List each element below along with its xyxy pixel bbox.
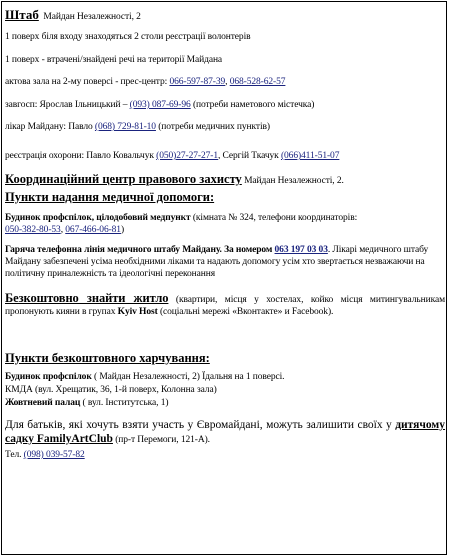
kyiv-host: Kyiv Host xyxy=(117,307,158,317)
guard-phone-1[interactable]: (050)27-27-27-1 xyxy=(156,151,218,161)
legal-title: Координаційний центр правового захисту xyxy=(5,172,242,186)
kindergarten-tel[interactable]: (098) 039-57-82 xyxy=(23,450,85,460)
union-phone-1[interactable]: 050-382-80-53 xyxy=(5,225,61,235)
hq-doctor: лікар Майдану: Павло (068) 729-81-10 (потреби медичних пунктів) xyxy=(5,122,270,132)
hq-supply: завгосп: Ярослав Ільницький – (093) 087-69-96 (потреби наметового містечка) xyxy=(5,100,315,110)
kindergarten: Для батьків, які хочуть взяти участь у Євромайдані, можуть залишити своїх у дитячому садку FamilyArtClub (пр-т Перемоги, 121-А). xyxy=(5,419,445,445)
food-item-union: Будинок профспілок ( Майдан Незалежності, 2) Їдальня на 1 поверсі. xyxy=(5,372,285,382)
legal-address: Майдан Незалежності, 2. xyxy=(241,176,344,186)
supply-phone[interactable]: (093) 087-69-96 xyxy=(129,100,191,110)
kindergarten-phone: Тел. (098) 039-57-82 xyxy=(5,450,85,460)
hq-title: Штаб xyxy=(5,7,39,22)
housing: Безкоштовно знайти житло (квартири, місця у хостелах, койко місця митингувальникам пропонують кияни в групах Kyiv Host (соціальні мережі «Вконтакте» и Facebook). xyxy=(5,291,445,317)
hq-press-center: актова зала на 2-му поверсі - прес-центр: 066-597-87-39, 068-528-62-57 xyxy=(5,77,286,87)
medical-hotline: Гаряча телефонна лінія медичного штабу Майдану. За номером 063 197 03 03. Лікарі медичного штабу Майдану забезпечені усіма необхідними ліками та надають допомогу усім хто звертається незважаючи на політичну приналежність та ідеологічні переконання xyxy=(5,245,429,279)
medical-union: Будинок профспілок, цілодобовий медпункт (кімната № 324, телефони координаторів: 050-382-80-53, 067-466-06-81) xyxy=(5,213,358,235)
guard-registration: реєстрація охорони: Павло Ковальчук (050)27-27-27-1, Сергій Ткачук (066)411-51-07 xyxy=(5,151,340,161)
hq-floor1-registration: 1 поверх біля входу знаходяться 2 столи реєстрації волонтерів xyxy=(5,32,251,42)
hotline-phone[interactable]: 063 197 03 03 xyxy=(274,245,328,255)
legal-center xyxy=(5,170,344,188)
kindergarten-link[interactable]: дитячому садку FamilyArtClub xyxy=(5,419,445,445)
medical-title: Пункти надання медичної допомоги: xyxy=(5,190,215,204)
hq-address: Майдан Незалежності, 2 xyxy=(43,12,141,22)
doctor-phone[interactable]: (068) 729-81-10 xyxy=(94,122,156,132)
union-phone-2[interactable]: 067-466-06-81 xyxy=(65,225,121,235)
food-item-palace: Жовтневий палац ( вул. Інститутська, 1) xyxy=(5,398,169,408)
food-item-kmda: КМДА (вул. Хрещатик, 36, 1-й поверх, Колонна зала) xyxy=(5,385,217,395)
guard-phone-2[interactable]: (066)411-51-07 xyxy=(280,151,340,161)
hq-floor1-lost: 1 поверх - втрачені/знайдені речі на території Майдана xyxy=(5,55,223,65)
press-phone-1[interactable]: 066-597-87-39 xyxy=(169,77,226,87)
food-title: Пункти безкоштовного харчування: xyxy=(5,351,210,365)
hq-header xyxy=(5,6,141,24)
press-phone-2[interactable]: 068-528-62-57 xyxy=(229,77,286,87)
housing-title: Безкоштовно знайти житло xyxy=(5,291,169,305)
